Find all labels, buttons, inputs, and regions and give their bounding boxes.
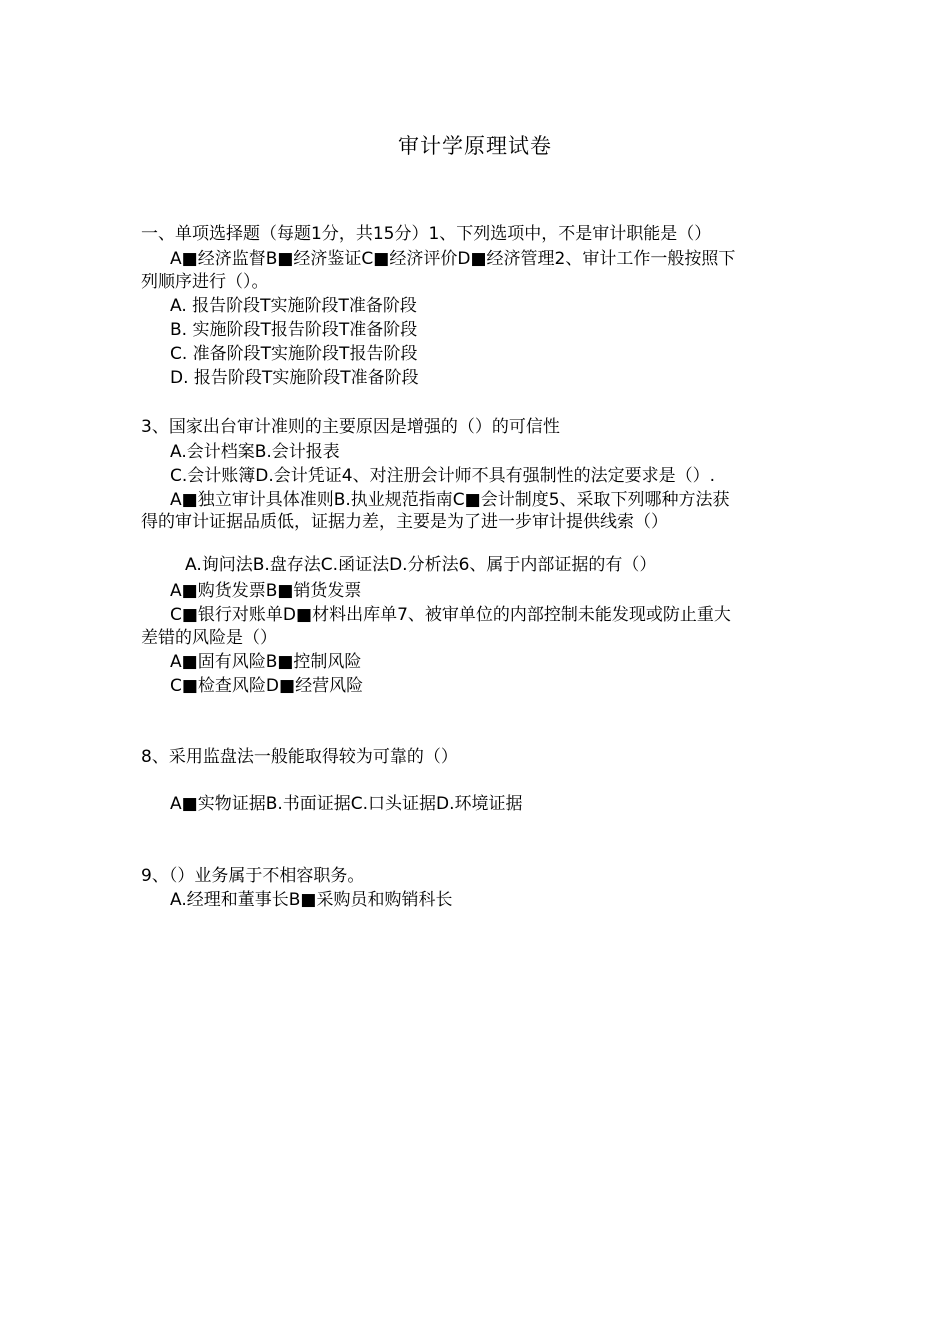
q7-options-ab: A■固有风险B■控制风险: [170, 652, 362, 672]
q3-options-cd-q4-stem: C.会计账簿D.会计凭证4、对注册会计师不具有强制性的法定要求是（）.: [170, 466, 715, 486]
q9-options: A.经理和董事长B■采购员和购销科长: [170, 890, 453, 910]
q5-stem-cont: 得的审计证据品质低，证据力差，主要是为了进一步审计提供线索（）: [141, 512, 668, 532]
q7-options-cd: C■检查风险D■经营风险: [170, 676, 364, 696]
q5-options-q6-stem: A.询问法B.盘存法C.函证法D.分析法6、属于内部证据的有（）: [185, 555, 657, 575]
q6-options-ab: A■购货发票B■销货发票: [170, 581, 362, 601]
q2-option-a: A. 报告阶段T实施阶段T准备阶段: [170, 296, 417, 316]
q4-options-q5-stem: A■独立审计具体准则B.执业规范指南C■会计制度5、采取下列哪种方法获: [170, 490, 730, 510]
exam-title: 审计学原理试卷: [398, 134, 552, 158]
q7-stem-cont: 差错的风险是（）: [141, 628, 277, 648]
q2-option-b: B. 实施阶段T报告阶段T准备阶段: [170, 320, 418, 340]
q8-stem: 8、采用监盘法一般能取得较为可靠的（）: [141, 747, 458, 767]
q1-options-q2-stem: A■经济监督B■经济鉴证C■经济评价D■经济管理2、审计工作一般按照下: [170, 249, 736, 269]
q3-options-ab: A.会计档案B.会计报表: [170, 442, 340, 462]
q8-options: A■实物证据B.书面证据C.口头证据D.环境证据: [170, 794, 523, 814]
section-heading-q1: 一、单项选择题（每题1分，共15分）1、下列选项中，不是审计职能是（）: [141, 224, 712, 244]
q6-options-cd-q7-stem: C■银行对账单D■材料出库单7、被审单位的内部控制未能发现或防止重大: [170, 605, 731, 625]
q2-option-d: D. 报告阶段T实施阶段T准备阶段: [170, 368, 419, 388]
q2-option-c: C. 准备阶段T实施阶段T报告阶段: [170, 344, 418, 364]
q3-stem: 3、国家出台审计准则的主要原因是增强的（）的可信性: [141, 417, 560, 437]
q2-stem-cont: 列顺序进行（）。: [141, 272, 269, 292]
q9-stem: 9、（）业务属于不相容职务。: [141, 866, 365, 886]
